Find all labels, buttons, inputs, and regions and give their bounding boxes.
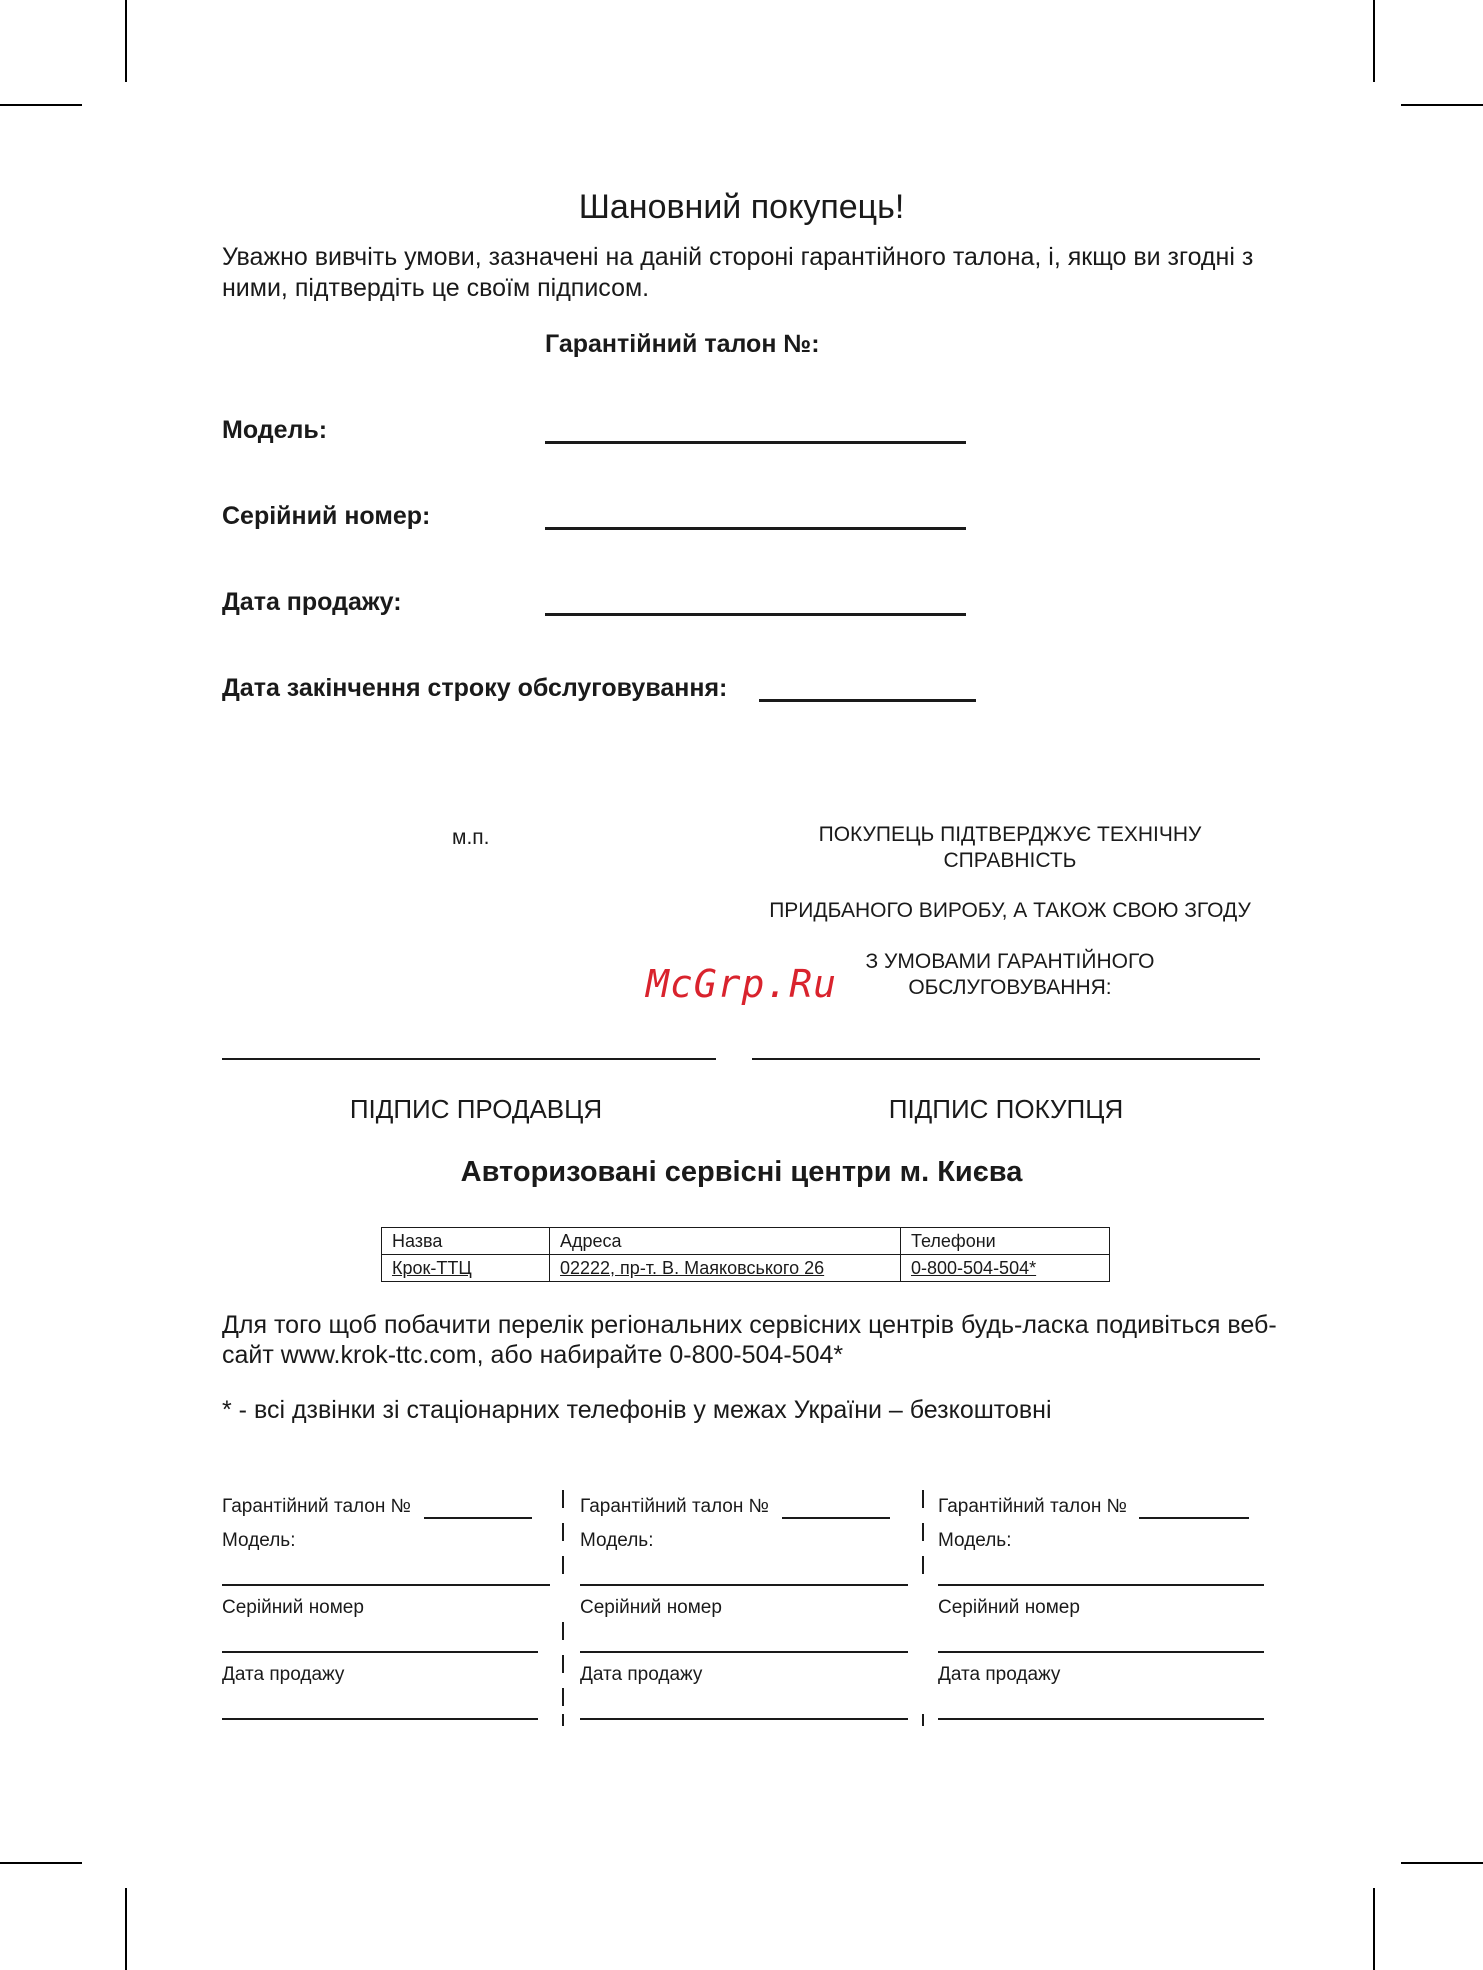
sale-date-label: Дата продажу: (222, 588, 402, 616)
coupon-model-label: Модель: (938, 1530, 1012, 1551)
coupon-sale-date-line[interactable] (580, 1718, 908, 1720)
model-field-line[interactable] (545, 441, 966, 444)
table-row (382, 1255, 1110, 1282)
model-label: Модель: (222, 416, 328, 444)
coupon-sale-date-label: Дата продажу (938, 1664, 1061, 1685)
service-end-label: Дата закінчення строку обслуговування: (222, 674, 728, 702)
cut-line (922, 1490, 924, 1508)
coupon-number-line[interactable] (424, 1517, 532, 1519)
cut-line (562, 1556, 564, 1574)
coupon-model-line[interactable] (938, 1584, 1264, 1586)
coupon-serial-label: Серійний номер (938, 1597, 1080, 1618)
cut-line (922, 1714, 924, 1726)
service-phone-link[interactable]: 0-800-504-504* (911, 1257, 1037, 1278)
table-header-cell: Назва (382, 1228, 550, 1255)
coupon-model-label: Модель: (580, 1530, 654, 1551)
crop-mark (125, 0, 127, 82)
table-header-cell: Адреса (550, 1228, 901, 1255)
buyer-confirm-line-2: СПРАВНІСТЬ (943, 849, 1077, 872)
coupon-number-line[interactable] (1139, 1517, 1249, 1519)
buyer-confirm-line-5: ОБСЛУГОВУВАННЯ: (908, 976, 1112, 999)
crop-mark (0, 1862, 82, 1864)
coupon-title: Гарантійний талон № (222, 1496, 412, 1517)
table-cell (550, 1255, 901, 1282)
service-table (381, 1227, 1110, 1282)
cut-line (562, 1655, 564, 1673)
crop-mark (1373, 1888, 1375, 1970)
buyer-signature-caption: ПІДПИС ПОКУПЦЯ (888, 1094, 1124, 1124)
page-title: Шановний покупець! (578, 188, 905, 226)
warranty-number-label: Гарантійний талон №: (545, 330, 820, 358)
stamp-label: м.п. (452, 826, 490, 849)
service-address-link[interactable]: 02222, пр-т. В. Маяковського 26 (560, 1257, 825, 1278)
crop-mark (0, 104, 82, 106)
buyer-signature-line[interactable] (752, 1058, 1260, 1060)
crop-mark (1401, 104, 1483, 106)
cut-line (562, 1622, 564, 1640)
service-heading: Авторизовані сервісні центри м. Києва (460, 1156, 1023, 1188)
buyer-confirm-line-4: З УМОВАМИ ГАРАНТІЙНОГО (865, 950, 1155, 973)
table-cell (382, 1255, 550, 1282)
coupon-model-line[interactable] (580, 1584, 908, 1586)
seller-signature-line[interactable] (222, 1058, 716, 1060)
coupon-model-label: Модель: (222, 1530, 296, 1551)
cut-line (922, 1523, 924, 1541)
seller-signature-caption: ПІДПИС ПРОДАВЦЯ (349, 1094, 603, 1124)
watermark: McGrp.Ru (646, 962, 838, 1006)
cut-line (562, 1688, 564, 1706)
coupon-serial-line[interactable] (580, 1651, 908, 1653)
sale-date-field-line[interactable] (545, 613, 966, 616)
crop-mark (125, 1888, 127, 1970)
cut-line (562, 1714, 564, 1726)
cut-line (922, 1556, 924, 1574)
coupon-title: Гарантійний талон № (938, 1496, 1128, 1517)
coupon-sale-date-label: Дата продажу (222, 1664, 345, 1685)
table-header-cell: Телефони (901, 1228, 1110, 1255)
coupon-sale-date-line[interactable] (222, 1718, 538, 1720)
coupon-serial-line[interactable] (938, 1651, 1264, 1653)
intro-text: Уважно вивчіть умови, зазначені на даній стороні гарантійного талона, і, якщо ви згодні з ними, підтвердіть це своїм підписом. (222, 243, 1254, 302)
crop-mark (1373, 0, 1375, 82)
service-end-field-line[interactable] (759, 699, 976, 702)
service-name-link[interactable]: Крок-ТТЦ (392, 1257, 472, 1278)
coupon-serial-label: Серійний номер (222, 1597, 364, 1618)
coupon-serial-line[interactable] (222, 1651, 538, 1653)
coupon-sale-date-line[interactable] (938, 1718, 1264, 1720)
cut-line (562, 1490, 564, 1508)
table-cell (901, 1255, 1110, 1282)
buyer-confirm-line-3: ПРИДБАНОГО ВИРОБУ, А ТАКОЖ СВОЮ ЗГОДУ (769, 899, 1251, 922)
serial-field-line[interactable] (545, 527, 966, 530)
table-header-row (382, 1228, 1110, 1255)
buyer-confirm-line-1: ПОКУПЕЦЬ ПІДТВЕРДЖУЄ ТЕХНІЧНУ (818, 823, 1202, 846)
coupon-serial-label: Серійний номер (580, 1597, 722, 1618)
coupon-model-line[interactable] (222, 1584, 550, 1586)
footnote: * - всі дзвінки зі стаціонарних телефонів у межах України – безкоштовні (222, 1396, 1052, 1424)
coupon-sale-date-label: Дата продажу (580, 1664, 703, 1685)
regional-note: Для того щоб побачити перелік регіональних сервісних центрів будь-ласка подивіться веб-сайт www.krok-ttc.com, або набирайте 0-800-504-504* (222, 1311, 1277, 1369)
serial-label: Серійний номер: (222, 502, 431, 530)
coupon-number-line[interactable] (782, 1517, 890, 1519)
cut-line (562, 1523, 564, 1541)
coupon-title: Гарантійний талон № (580, 1496, 770, 1517)
crop-mark (1401, 1862, 1483, 1864)
